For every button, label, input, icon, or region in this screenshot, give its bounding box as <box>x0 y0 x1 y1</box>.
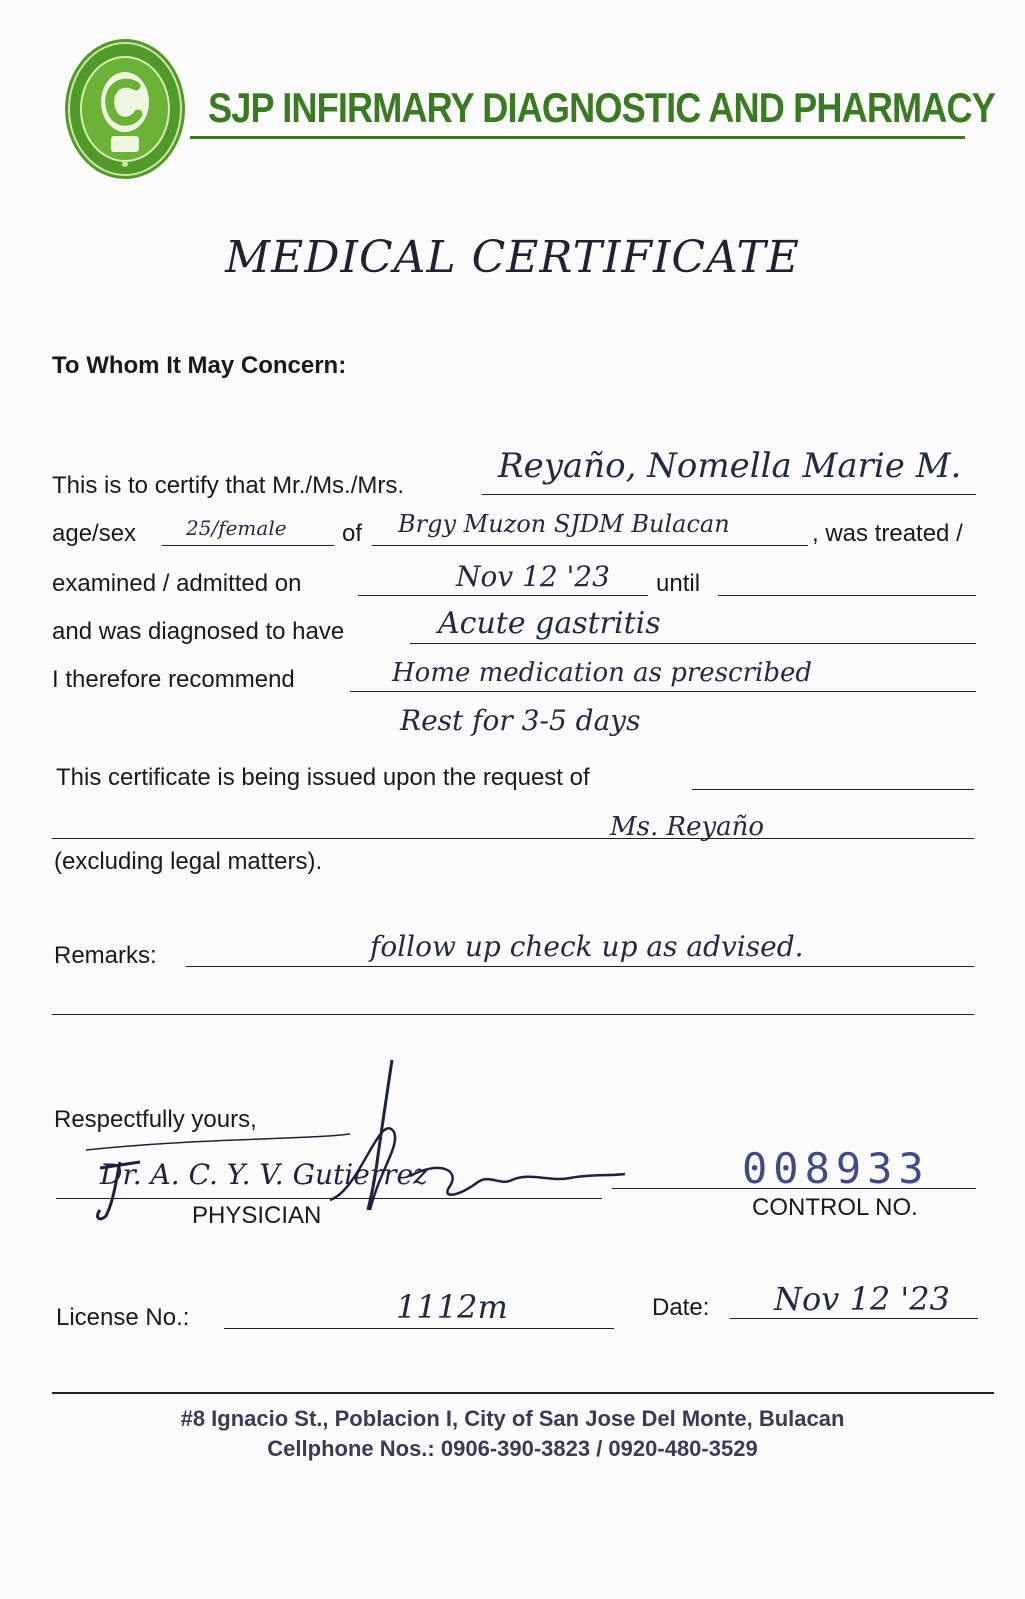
date-line <box>730 1318 978 1319</box>
recommend-value-line-1: Home medication as prescribed <box>392 658 813 688</box>
salutation: To Whom It May Concern: <box>52 352 347 379</box>
diagnosed-label: and was diagnosed to have <box>52 618 345 645</box>
footer-address: #8 Ignacio St., Poblacion I, City of San Jose Del Monte, Bulacan <box>180 1406 845 1431</box>
physician-line <box>56 1198 602 1199</box>
excluding-legal-note: (excluding legal matters). <box>54 848 323 875</box>
remarks-value: follow up check up as advised. <box>370 930 804 963</box>
physician-label: PHYSICIAN <box>192 1202 322 1229</box>
license-line <box>224 1328 614 1329</box>
physician-signature <box>80 1050 640 1250</box>
header-divider <box>190 136 965 139</box>
recommend-label: I therefore recommend <box>52 666 295 693</box>
age-sex-line <box>162 545 334 546</box>
admitted-date-value: Nov 12 '23 <box>456 560 610 593</box>
date-value: Nov 12 '23 <box>774 1280 950 1318</box>
recommend-value-line-2: Rest for 3-5 days <box>400 704 641 737</box>
document-title: MEDICAL CERTIFICATE <box>225 232 800 283</box>
admitted-line <box>358 595 648 596</box>
request-label: This certificate is being issued upon the request of <box>56 764 590 791</box>
control-number-line <box>612 1188 976 1189</box>
name-line <box>482 494 976 495</box>
certify-label: This is to certify that Mr./Ms./Mrs. <box>52 472 405 499</box>
license-value: 1112m <box>396 1288 508 1326</box>
requester-value: Ms. Reyaño <box>610 812 765 842</box>
remarks-line-2 <box>52 1014 974 1015</box>
examined-label: examined / admitted on <box>52 570 302 597</box>
recommend-line <box>350 691 976 692</box>
request-line-2 <box>52 838 974 839</box>
clinic-name: SJP INFIRMARY DIAGNOSTIC AND PHARMACY <box>208 84 995 131</box>
footer-divider <box>52 1392 994 1394</box>
closing-text: Respectfully yours, <box>54 1106 257 1133</box>
remarks-line-1 <box>186 966 974 967</box>
date-label: Date: <box>652 1294 710 1321</box>
age-sex-value: 25/female <box>186 516 287 540</box>
control-number-label: CONTROL NO. <box>752 1194 918 1221</box>
of-label: of <box>342 520 363 547</box>
diagnosis-value: Acute gastritis <box>438 606 661 641</box>
remarks-label: Remarks: <box>54 942 157 969</box>
age-sex-label: age/sex <box>52 520 137 547</box>
until-label: until <box>656 570 701 597</box>
physician-signature-text: Dr. A. C. Y. V. Gutierrez <box>100 1158 428 1191</box>
diagnosis-line <box>410 643 976 644</box>
license-label: License No.: <box>56 1304 190 1331</box>
request-line-1 <box>692 789 974 790</box>
patient-name-value: Reyaño, Nomella Marie M. <box>498 446 962 486</box>
footer-phones: Cellphone Nos.: 0906-390-3823 / 0920-480-3529 <box>267 1436 758 1461</box>
address-line <box>372 545 808 546</box>
until-line <box>718 595 976 596</box>
control-number-value: 008933 <box>742 1144 930 1193</box>
address-value: Brgy Muzon SJDM Bulacan <box>398 510 730 538</box>
clinic-logo-seal <box>62 36 188 182</box>
treated-label: , was treated / <box>812 520 963 547</box>
